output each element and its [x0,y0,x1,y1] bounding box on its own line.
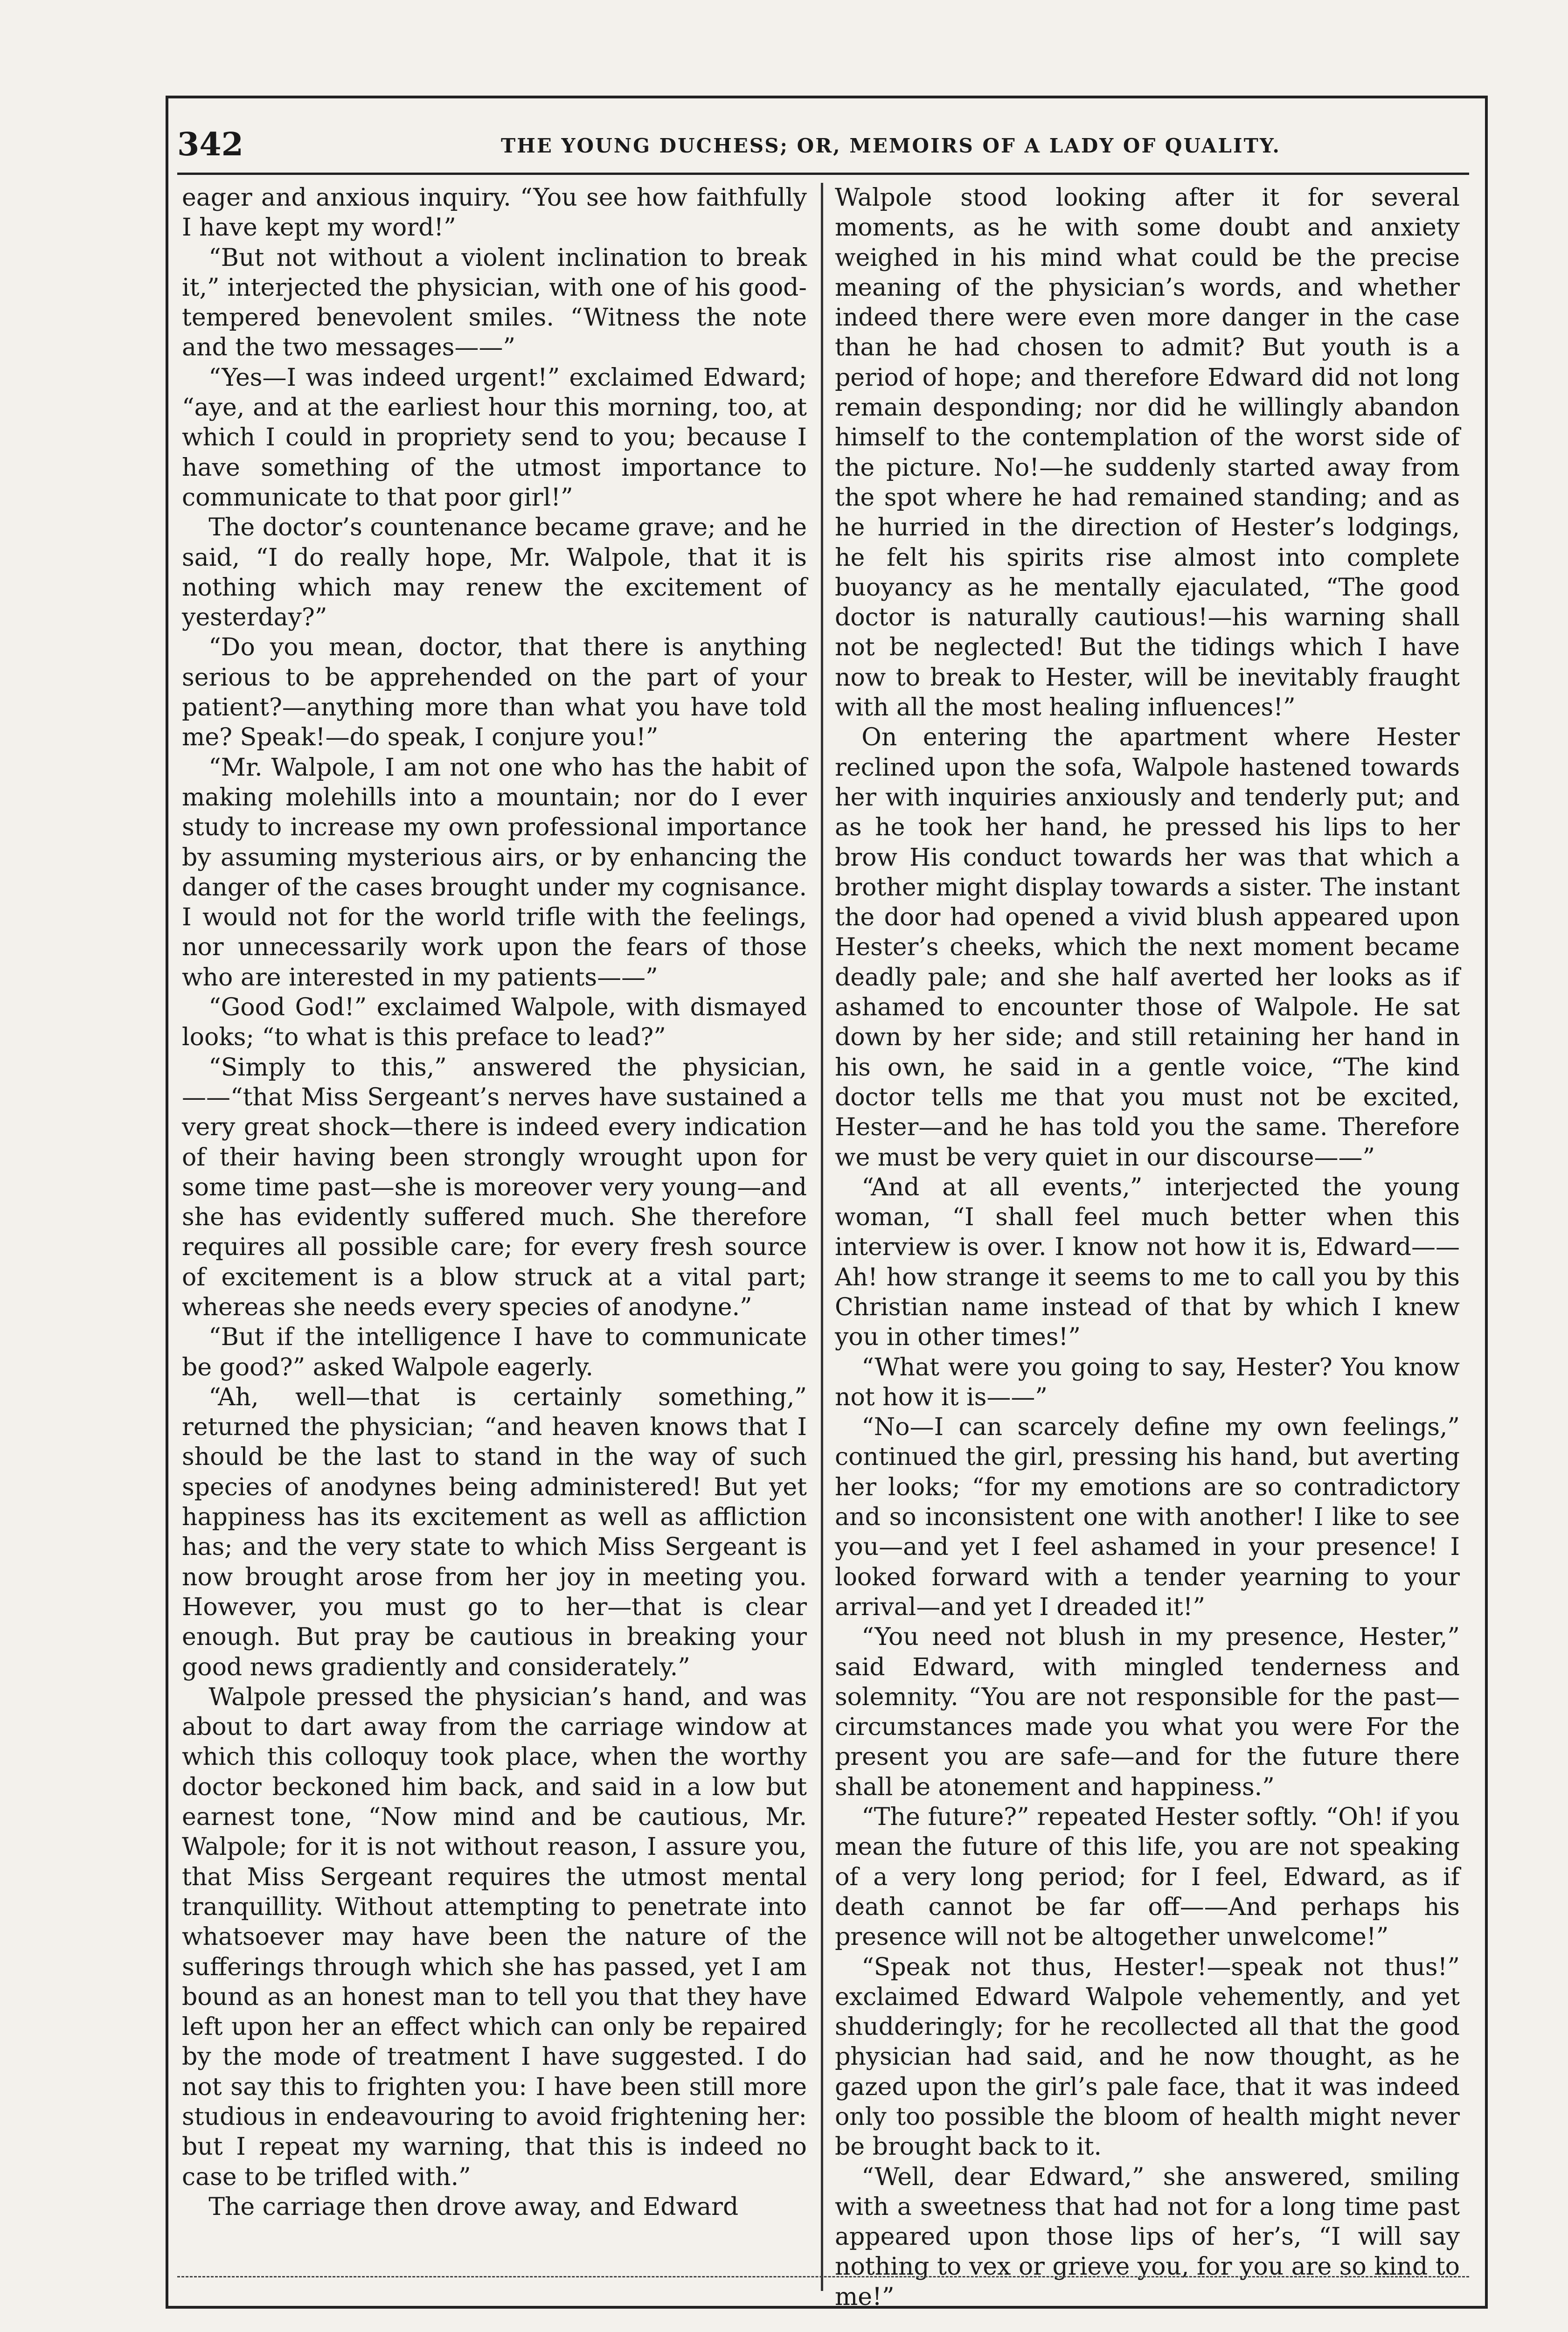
paragraph: “Well, dear Edward,” she answered, smiling with a sweetness that had not for a long time past appeared upon those lips of her’s, “I will say nothing to vex or grieve you, for you are so kind to me!” [835,2163,1460,2311]
paragraph: “Simply to this,” answered the physician,——“that Miss Sergeant’s nerves have sustained a very great shock—there is indeed every indication of their having been strongly wrought upon for some time past—she is moreover very young—and she has evidently suffered much. She therefore requires all possible care; for every fresh source of excitement is a blow struck at a vital part; whereas she needs every species of anodyne.” [182,1053,807,1321]
page-border-left [166,96,168,2309]
column-divider [821,183,823,2291]
paragraph: “You need not blush in my presence, Hester,” said Edward, with mingled tenderness and solemnity. “You are not responsible for the past—circumstances made you what you were For the present you are safe—and for the future there shall be atonement and happiness.” [835,1623,1460,1801]
paragraph: The doctor’s countenance became grave; and he said, “I do really hope, Mr. Walpole, that it is nothing which may renew the excitement of yesterday?” [182,514,807,632]
paragraph: “Good God!” exclaimed Walpole, with dismayed looks; “to what is this preface to lead?” [182,993,807,1052]
paragraph: “Ah, well—that is certainly something,” returned the physician; “and heaven knows that I should be the last to stand in the way of such species of anodynes being administered! But yet happiness has its excitement as well as affliction has; and the very state to which Miss Sergeant is now brought arose from her joy in meeting you. However, you must go to her—that is clear enough. But pray be cautious in breaking your good news gradiently and considerately.” [182,1383,807,1681]
page-border-right [1485,96,1488,2309]
running-title: THE YOUNG DUCHESS; OR, MEMOIRS OF A LADY OF QUALITY. [500,134,1281,157]
paragraph: “Yes—I was indeed urgent!” exclaimed Edward; “aye, and at the earliest hour this morning, too, at which I could in propriety send to you; because I have something of the utmost importance to communicate to that poor girl!” [182,363,807,512]
bottom-rule [177,2276,1469,2279]
paragraph: “The future?” repeated Hester softly. “Oh! if you mean the future of this life, you are not speaking of a very long period; for I feel, Edward, as if death cannot be far off——And perhaps his presence will not be altogether unwelcome!” [835,1803,1460,1951]
paragraph: “Mr. Walpole, I am not one who has the habit of making molehills into a mountain; nor do I ever study to increase my own professional importance by assuming mysterious airs, or by enhancing the danger of the cases brought under my cognisance. I would not for the world trifle with the feelings, nor unnecessarily work upon the fears of those who are interested in my patients——” [182,753,807,992]
paragraph: “Speak not thus, Hester!—speak not thus!” exclaimed Edward Walpole vehemently, and yet shudderingly; for he recollected all that the good physician had said, and he now thought, as he gazed upon the girl’s pale face, that it was indeed only too possible the bloom of health might never be brought back to it. [835,1953,1460,2161]
paragraph: On entering the apartment where Hester reclined upon the sofa, Walpole hastened towards her with inquiries anxiously and tenderly put; and as he took her hand, he pressed his lips to her brow His conduct towards her was that which a brother might display towards a sister. The instant the door had opened a vivid blush appeared upon Hester’s cheeks, which the next moment became deadly pale; and she half averted her looks as if ashamed to encounter those of Walpole. He sat down by her side; and still retaining her hand in his own, he said in a gentle voice, “The kind doctor tells me that you must not be excited, Hester—and he has told you the same. Therefore we must be very quiet in our discourse——” [835,723,1460,1172]
paragraph: “But if the intelligence I have to communicate be good?” asked Walpole eagerly. [182,1323,807,1381]
right-column [835,183,1460,2312]
paragraph: “No—I can scarcely define my own feelings,” continued the girl, pressing his hand, but averting her looks; “for my emotions are so contradictory and so inconsistent one with another! I like to see you—and yet I feel ashamed in your presence! I looked forward with a tender yearning to your arrival—and yet I dreaded it!” [835,1413,1460,1621]
paragraph: Walpole pressed the physician’s hand, and was about to dart away from the carriage window at which this colloquy took place, when the worthy doctor beckoned him back, and said in a low but earnest tone, “Now mind and be cautious, Mr. Walpole; for it is not without reason, I assure you, that Miss Sergeant requires the utmost mental tranquillity. Without attempting to penetrate into whatsoever may have been the nature of the sufferings through which she has passed, yet I am bound as an honest man to tell you that they have left upon her an effect which can only be repaired by the mode of treatment I have suggested. I do not say this to frighten you: I have been still more studious in endeavouring to avoid frightening her: but I repeat my warning, that this is indeed no case to be trifled with.” [182,1683,807,2191]
paragraph: The carriage then drove away, and Edward [208,2193,739,2221]
paragraph: “And at all events,” interjected the young woman, “I shall feel much better when this interview is over. I know not how it is, Edward——Ah! how strange it seems to me to call you by this Christian name instead of that by which I knew you in other times!” [835,1173,1460,1352]
paragraph: “What were you going to say, Hester? You know not how it is——” [835,1353,1460,1411]
paragraph: “But not without a violent inclination to break it,” interjected the physician, with one of his good-tempered benevolent smiles. “Witness the note and the two messages——” [182,243,807,362]
paragraph: eager and anxious inquiry. “You see how faithfully I have kept my word!” [182,184,807,242]
page-border-top [166,96,1488,98]
paragraph: “Do you mean, doctor, that there is anything serious to be apprehended on the part of your patient?—anything more than what you have told me? Speak!—do speak, I conjure you!” [182,633,807,752]
page-number: 342 [177,126,243,163]
paragraph: Walpole stood looking after it for several moments, as he with some doubt and anxiety weighed in his mind what could be the precise meaning of the physician’s words, and whether indeed there were even more danger in the case than he had chosen to admit? But youth is a period of hope; and therefore Edward did not long remain desponding; nor did he willingly abandon himself to the contemplation of the worst side of the picture. No!—he suddenly started away from the spot where he had remained standing; and as he hurried in the direction of Hester’s lodgings, he felt his spirits rise almost into complete buoyancy as he mentally ejaculated, “The good doctor is naturally cautious!—his warning shall not be neglected! But the tidings which I have now to break to Hester, will be inevitably fraught with all the most healing influences!” [835,184,1460,722]
header-rule [177,173,1469,175]
page-header [177,126,1469,168]
left-column [182,183,807,2222]
